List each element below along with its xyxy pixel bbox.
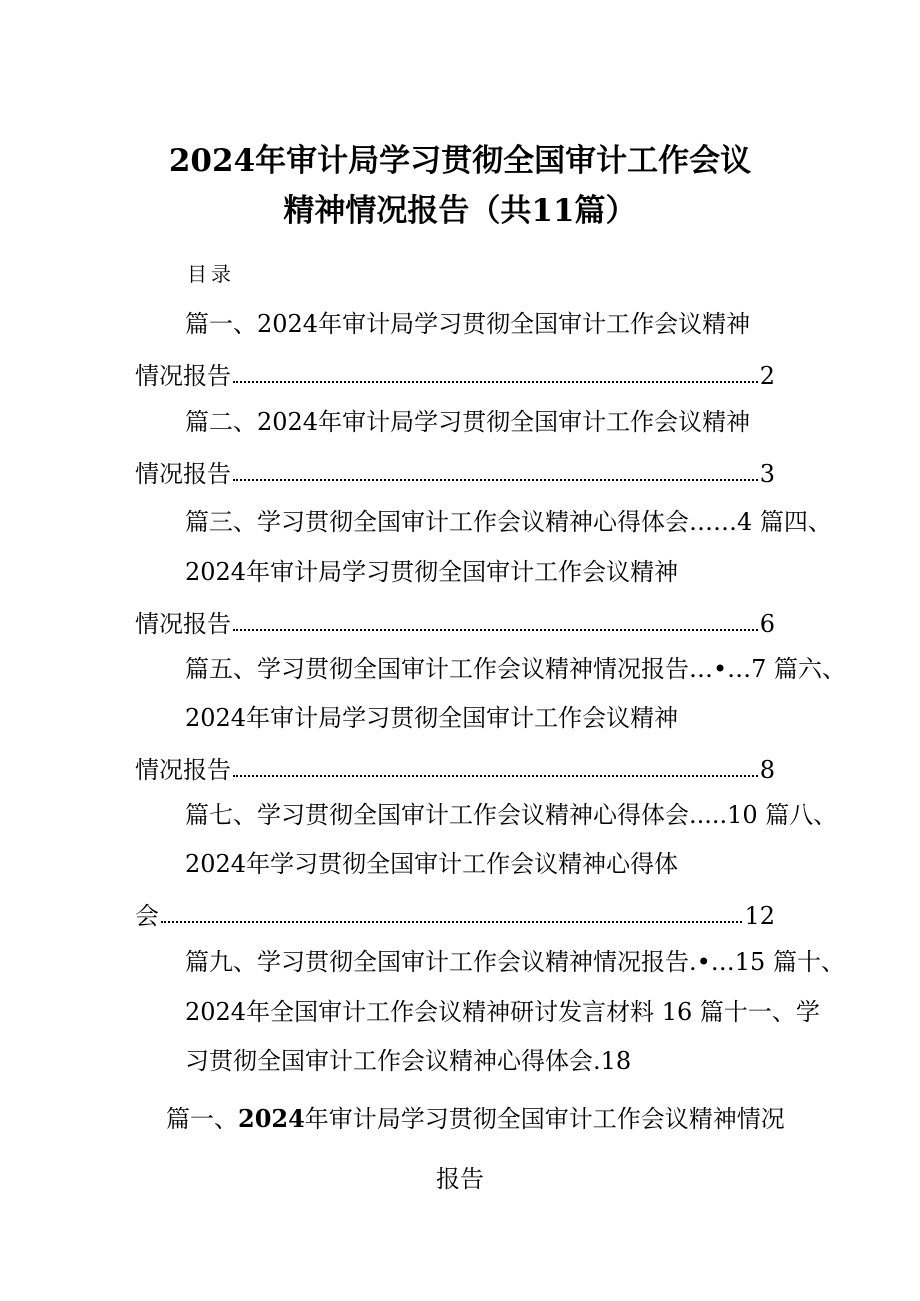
toc-leader-dots [233, 628, 758, 631]
section-heading-year: 2024 [238, 1104, 305, 1133]
toc-entry-6-line-2 [135, 752, 775, 782]
toc-entry-1-line-1: 篇一、2024年审计局学习贯彻全国审计工作会议精神 [185, 310, 751, 338]
toc-entry-6-page: 8 [759, 756, 775, 784]
toc-entry-4-line-1: 2024年审计局学习贯彻全国审计工作会议精神 [185, 558, 679, 586]
toc-entry-6-line-1: 2024年审计局学习贯彻全国审计工作会议精神 [185, 704, 679, 732]
toc-entry-4-text: 情况报告 [135, 610, 231, 638]
toc-entry-2-line-1: 篇二、2024年审计局学习贯彻全国审计工作会议精神 [185, 408, 751, 436]
toc-entry-10-line: 2024年全国审计工作会议精神研讨发言材料 16 篇十一、学 [185, 998, 820, 1026]
toc-entry-3-line: 篇三、学习贯彻全国审计工作会议精神心得体会……4 篇四、 [185, 508, 832, 536]
toc-entry-4-page: 6 [759, 610, 775, 638]
toc-entry-2-page: 3 [759, 460, 775, 488]
toc-leader-dots [233, 478, 758, 481]
section-heading-line-1 [166, 1104, 785, 1133]
toc-leader-dots [233, 380, 758, 383]
toc-label: 目录 [187, 262, 235, 286]
section-heading-line-2: 报告 [436, 1165, 484, 1193]
section-heading-prefix: 篇一、 [166, 1105, 238, 1133]
toc-entry-4-line-2 [135, 606, 775, 636]
toc-entry-11-line: 习贯彻全国审计工作会议精神心得体会.18 [185, 1047, 632, 1075]
toc-entry-1-text: 情况报告 [135, 362, 231, 390]
toc-entry-1-page: 2 [759, 362, 775, 390]
toc-entry-1-line-2 [135, 358, 775, 388]
toc-entry-5-line: 篇五、学习贯彻全国审计工作会议精神情况报告…•…7 篇六、 [185, 655, 847, 683]
toc-entry-8-line-2 [135, 898, 775, 928]
toc-entry-7-line: 篇七、学习贯彻全国审计工作会议精神心得体会.....10 篇八、 [185, 801, 838, 829]
toc-entry-8-line-1: 2024年学习贯彻全国审计工作会议精神心得体 [185, 850, 679, 878]
toc-entry-6-text: 情况报告 [135, 756, 231, 784]
toc-entry-2-text: 情况报告 [135, 460, 231, 488]
section-heading-rest: 年审计局学习贯彻全国审计工作会议精神情况 [304, 1105, 785, 1133]
toc-entry-8-text: 会 [135, 902, 159, 930]
toc-entry-2-line-2 [135, 456, 775, 486]
document-title-line-1: 2024年审计局学习贯彻全国审计工作会议 [168, 143, 752, 179]
toc-leader-dots [161, 920, 742, 923]
document-title-line-2: 精神情况报告（共11篇） [283, 193, 637, 229]
toc-entry-9-line: 篇九、学习贯彻全国审计工作会议精神情况报告.•…15 篇十、 [185, 948, 845, 976]
toc-entry-8-page: 12 [744, 902, 775, 930]
toc-leader-dots [233, 774, 758, 777]
